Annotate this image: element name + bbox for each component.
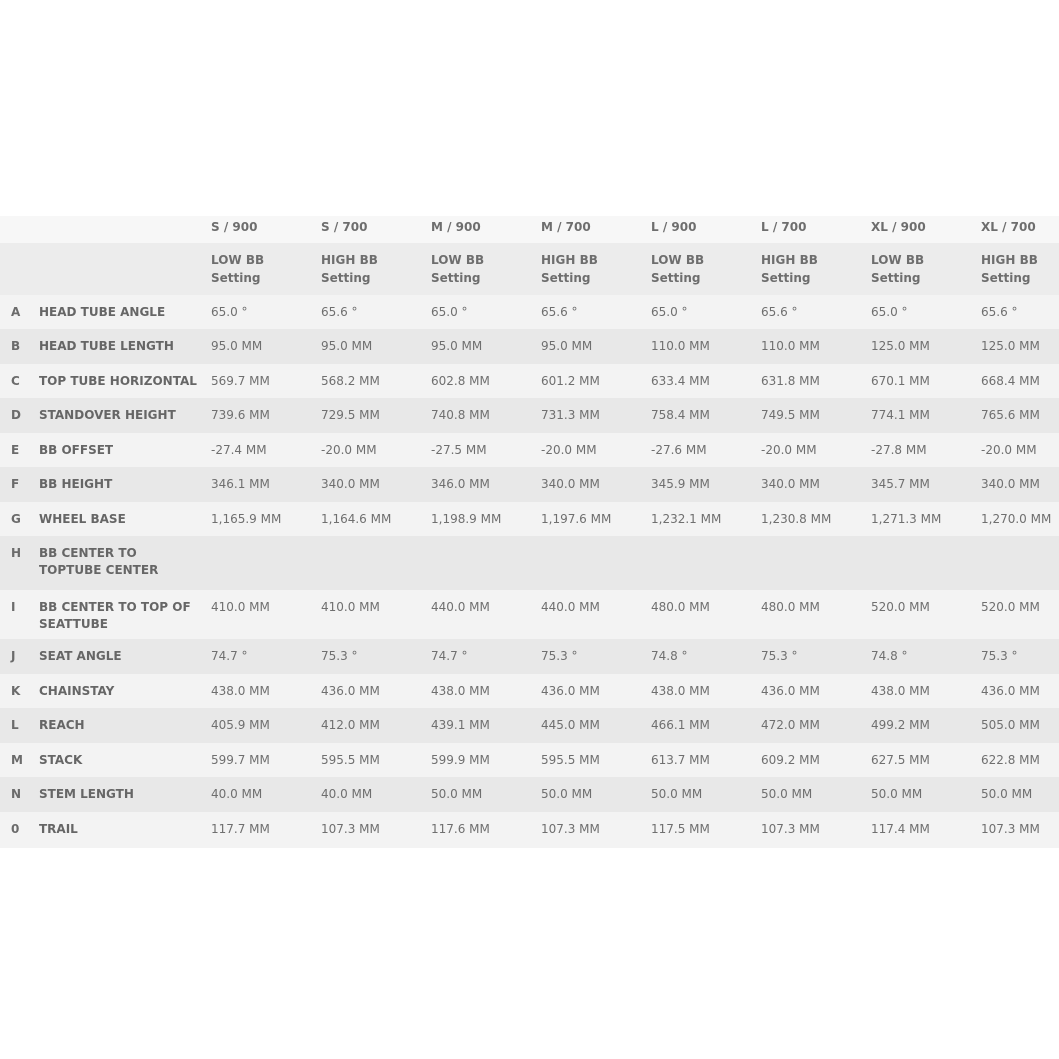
row-value: 40.0 MM: [211, 787, 263, 801]
row-value: 65.6 °: [761, 305, 798, 319]
row-letter: K: [11, 684, 21, 698]
row-value: 117.6 MM: [431, 822, 490, 836]
geometry-table-body: [0, 295, 1059, 848]
row-value: [211, 536, 321, 590]
size-header: XL / 700: [981, 220, 1036, 234]
row-value: 50.0 MM: [431, 787, 483, 801]
row-value: 480.0 MM: [651, 600, 710, 614]
row-value: 117.7 MM: [211, 822, 270, 836]
row-value: 40.0 MM: [321, 787, 373, 801]
row-value: 412.0 MM: [321, 718, 380, 732]
row-value: 627.5 MM: [871, 753, 930, 767]
table-row: [0, 743, 1059, 777]
table-row: [0, 708, 1059, 743]
size-header: M / 700: [541, 220, 591, 234]
row-value: 599.7 MM: [211, 753, 270, 767]
row-value: 436.0 MM: [321, 684, 380, 698]
row-value: 436.0 MM: [541, 684, 600, 698]
row-value: 758.4 MM: [651, 408, 710, 422]
row-label: REACH: [39, 718, 85, 732]
row-value: 438.0 MM: [651, 684, 710, 698]
row-value: [651, 536, 761, 590]
row-value: 774.1 MM: [871, 408, 930, 422]
row-value: 95.0 MM: [211, 339, 263, 353]
row-value: 74.8 °: [651, 649, 688, 663]
row-value: 65.6 °: [981, 305, 1018, 319]
row-label: HEAD TUBE LENGTH: [39, 339, 174, 353]
row-value: 410.0 MM: [211, 600, 270, 614]
row-value: [541, 536, 651, 590]
row-label: SEAT ANGLE: [39, 649, 122, 663]
setting-header: LOW BB Setting: [431, 253, 485, 285]
table-row: [0, 502, 1059, 536]
row-value: 440.0 MM: [541, 600, 600, 614]
row-value: [321, 536, 431, 590]
row-value: 445.0 MM: [541, 718, 600, 732]
row-letter: F: [11, 477, 20, 491]
row-value: 466.1 MM: [651, 718, 710, 732]
row-letter: G: [11, 512, 21, 526]
row-value: 346.0 MM: [431, 477, 490, 491]
setting-header: HIGH BB Setting: [321, 253, 378, 285]
row-value: 50.0 MM: [871, 787, 923, 801]
row-value: 438.0 MM: [211, 684, 270, 698]
row-value: 1,232.1 MM: [651, 512, 722, 526]
row-value: 75.3 °: [541, 649, 578, 663]
row-value: 601.2 MM: [541, 374, 600, 388]
row-letter: I: [11, 600, 16, 614]
row-letter: J: [11, 649, 16, 663]
size-header: M / 900: [431, 220, 481, 234]
row-value: 1,270.0 MM: [981, 512, 1052, 526]
setting-header: HIGH BB Setting: [541, 253, 598, 285]
row-value: -27.6 MM: [651, 443, 707, 457]
row-value: 125.0 MM: [871, 339, 930, 353]
row-label: STANDOVER HEIGHT: [39, 408, 176, 422]
row-value: 1,165.9 MM: [211, 512, 282, 526]
row-value: 633.4 MM: [651, 374, 710, 388]
row-value: 410.0 MM: [321, 600, 380, 614]
header-letter-blank: [0, 216, 39, 243]
row-value: 622.8 MM: [981, 753, 1040, 767]
row-value: 75.3 °: [321, 649, 358, 663]
row-letter: H: [11, 546, 22, 560]
row-value: -20.0 MM: [981, 443, 1037, 457]
row-value: 765.6 MM: [981, 408, 1040, 422]
row-value: -20.0 MM: [761, 443, 817, 457]
row-value: 107.3 MM: [541, 822, 600, 836]
row-value: 110.0 MM: [651, 339, 710, 353]
row-value: 345.7 MM: [871, 477, 930, 491]
table-row: [0, 433, 1059, 467]
row-value: 595.5 MM: [541, 753, 600, 767]
row-value: -27.5 MM: [431, 443, 487, 457]
table-row: [0, 398, 1059, 433]
row-value: 613.7 MM: [651, 753, 710, 767]
row-value: 75.3 °: [981, 649, 1018, 663]
row-value: 749.5 MM: [761, 408, 820, 422]
size-header: L / 700: [761, 220, 807, 234]
row-value: 65.0 °: [871, 305, 908, 319]
row-value: 95.0 MM: [541, 339, 593, 353]
row-value: 110.0 MM: [761, 339, 820, 353]
row-value: 95.0 MM: [431, 339, 483, 353]
row-value: 125.0 MM: [981, 339, 1040, 353]
row-value: 50.0 MM: [981, 787, 1033, 801]
row-value: 405.9 MM: [211, 718, 270, 732]
row-value: 74.8 °: [871, 649, 908, 663]
row-value: 480.0 MM: [761, 600, 820, 614]
row-value: 117.4 MM: [871, 822, 930, 836]
row-value: 340.0 MM: [541, 477, 600, 491]
row-value: 1,271.3 MM: [871, 512, 942, 526]
row-value: 65.0 °: [651, 305, 688, 319]
row-value: 50.0 MM: [651, 787, 703, 801]
row-value: 65.0 °: [211, 305, 248, 319]
row-value: 340.0 MM: [761, 477, 820, 491]
row-label: STACK: [39, 753, 83, 767]
row-value: 520.0 MM: [871, 600, 930, 614]
row-value: 631.8 MM: [761, 374, 820, 388]
row-value: 439.1 MM: [431, 718, 490, 732]
row-value: 438.0 MM: [431, 684, 490, 698]
row-value: 499.2 MM: [871, 718, 930, 732]
row-label: CHAINSTAY: [39, 684, 115, 698]
row-value: [761, 536, 871, 590]
row-value: 346.1 MM: [211, 477, 270, 491]
row-value: 602.8 MM: [431, 374, 490, 388]
row-value: 340.0 MM: [981, 477, 1040, 491]
size-header: L / 900: [651, 220, 697, 234]
table-row: [0, 364, 1059, 398]
row-value: 107.3 MM: [761, 822, 820, 836]
row-value: 107.3 MM: [981, 822, 1040, 836]
row-value: 729.5 MM: [321, 408, 380, 422]
row-letter: M: [11, 753, 23, 767]
setting-header: HIGH BB Setting: [981, 253, 1038, 285]
row-label: TOP TUBE HORIZONTAL: [39, 374, 197, 388]
setting-letter-blank: [0, 243, 39, 295]
table-row: [0, 674, 1059, 708]
row-value: 65.6 °: [321, 305, 358, 319]
row-label: BB CENTER TO TOP OF SEATTUBE: [39, 600, 191, 631]
table-row: [0, 639, 1059, 674]
row-value: 1,197.6 MM: [541, 512, 612, 526]
row-letter: D: [11, 408, 21, 422]
row-value: 436.0 MM: [981, 684, 1040, 698]
row-value: 595.5 MM: [321, 753, 380, 767]
setting-header: LOW BB Setting: [651, 253, 705, 285]
row-value: 95.0 MM: [321, 339, 373, 353]
row-value: 345.9 MM: [651, 477, 710, 491]
row-value: 1,230.8 MM: [761, 512, 832, 526]
setting-header: HIGH BB Setting: [761, 253, 818, 285]
size-header-row: [0, 216, 1059, 243]
row-label: BB CENTER TO TOPTUBE CENTER: [39, 546, 159, 577]
row-value: 50.0 MM: [761, 787, 813, 801]
row-value: 520.0 MM: [981, 600, 1040, 614]
table-row: [0, 536, 1059, 590]
row-value: -27.8 MM: [871, 443, 927, 457]
row-value: 50.0 MM: [541, 787, 593, 801]
row-letter: B: [11, 339, 21, 353]
row-value: -20.0 MM: [321, 443, 377, 457]
row-value: 65.6 °: [541, 305, 578, 319]
row-value: 670.1 MM: [871, 374, 930, 388]
row-value: 75.3 °: [761, 649, 798, 663]
row-value: 117.5 MM: [651, 822, 710, 836]
row-value: 340.0 MM: [321, 477, 380, 491]
row-value: 599.9 MM: [431, 753, 490, 767]
row-value: 107.3 MM: [321, 822, 380, 836]
row-value: 440.0 MM: [431, 600, 490, 614]
table-row: [0, 812, 1059, 848]
row-value: 569.7 MM: [211, 374, 270, 388]
row-label: HEAD TUBE ANGLE: [39, 305, 166, 319]
row-value: [981, 536, 1059, 590]
table-row: [0, 467, 1059, 502]
row-value: 74.7 °: [431, 649, 468, 663]
row-value: 65.0 °: [431, 305, 468, 319]
row-value: [431, 536, 541, 590]
table-row: [0, 295, 1059, 329]
size-header: S / 700: [321, 220, 368, 234]
row-value: 609.2 MM: [761, 753, 820, 767]
geometry-table: [0, 216, 1059, 848]
row-value: 740.8 MM: [431, 408, 490, 422]
row-value: 731.3 MM: [541, 408, 600, 422]
setting-header: LOW BB Setting: [871, 253, 925, 285]
size-header: S / 900: [211, 220, 258, 234]
row-letter: 0: [11, 822, 20, 836]
row-value: 668.4 MM: [981, 374, 1040, 388]
row-value: 436.0 MM: [761, 684, 820, 698]
row-letter: N: [11, 787, 22, 801]
row-label: BB OFFSET: [39, 443, 114, 457]
row-letter: C: [11, 374, 20, 388]
table-row: [0, 777, 1059, 812]
row-value: -20.0 MM: [541, 443, 597, 457]
row-value: 472.0 MM: [761, 718, 820, 732]
table-row: [0, 590, 1059, 639]
row-value: 505.0 MM: [981, 718, 1040, 732]
row-letter: L: [11, 718, 19, 732]
row-value: 1,164.6 MM: [321, 512, 392, 526]
row-value: 438.0 MM: [871, 684, 930, 698]
row-value: 568.2 MM: [321, 374, 380, 388]
header-label-blank: [39, 216, 211, 243]
size-header: XL / 900: [871, 220, 926, 234]
row-letter: E: [11, 443, 20, 457]
row-value: 739.6 MM: [211, 408, 270, 422]
row-label: TRAIL: [39, 822, 78, 836]
setting-header-row: [0, 243, 1059, 295]
row-value: 74.7 °: [211, 649, 248, 663]
table-row: [0, 329, 1059, 364]
row-label: BB HEIGHT: [39, 477, 113, 491]
setting-header: LOW BB Setting: [211, 253, 265, 285]
row-value: 1,198.9 MM: [431, 512, 502, 526]
row-value: -27.4 MM: [211, 443, 267, 457]
row-label: WHEEL BASE: [39, 512, 126, 526]
row-value: [871, 536, 981, 590]
row-letter: A: [11, 305, 21, 319]
row-label: STEM LENGTH: [39, 787, 134, 801]
setting-label-blank: [39, 243, 211, 295]
